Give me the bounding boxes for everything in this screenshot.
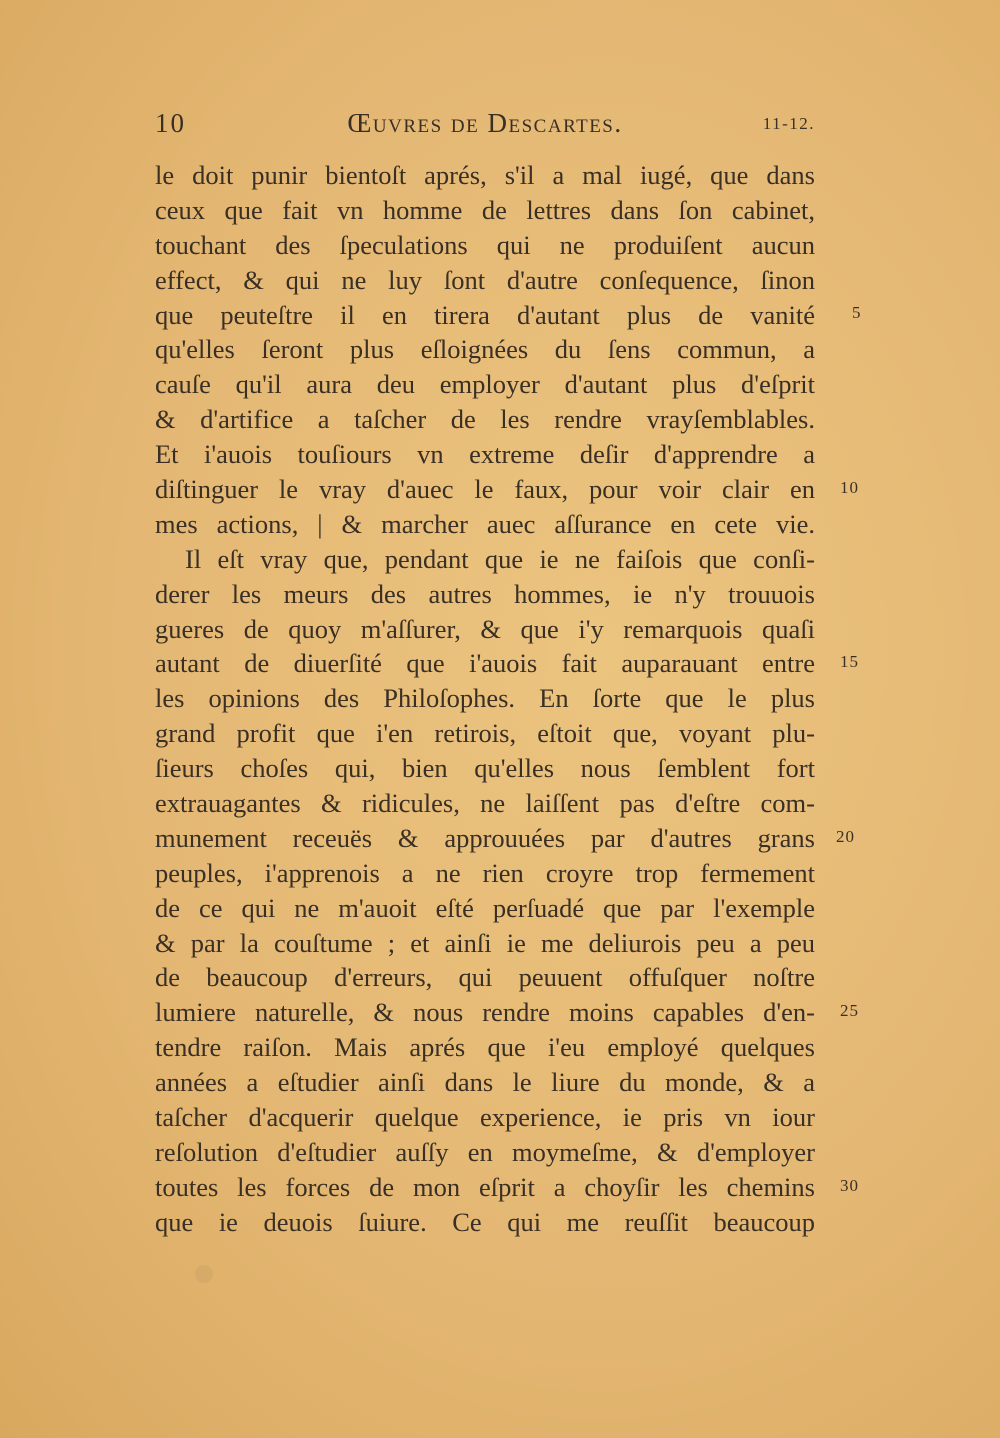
text-line: Et i'auois touſiours vn extreme deſir d'apprendre a	[155, 439, 815, 470]
text-line: cauſe qu'il aura deu employer d'autant plus d'eſprit	[155, 369, 815, 400]
text-line: peuples, i'apprenois a ne rien croyre trop fermement	[155, 857, 815, 888]
text-line: Il eſt vray que, pendant que ie ne faiſois que conſi-	[185, 543, 815, 574]
body-text	[155, 158, 815, 1240]
text-line: années a eſtudier ainſi dans le liure du monde, & a	[155, 1067, 815, 1098]
text-line: lumiere naturelle, & nous rendre moins capables d'en-	[155, 997, 815, 1028]
page-header	[155, 108, 815, 144]
text-line: & par la couſtume ; et ainſi ie me deliurois peu a peu	[155, 927, 815, 958]
text-line: grand profit que i'en retirois, eſtoit que, voyant plu-	[155, 718, 815, 749]
text-line: qu'elles ſeront plus eſloignées du ſens commun, a	[155, 334, 815, 365]
text-line: extrauagantes & ridicules, ne laiſſent pas d'eſtre com-	[155, 788, 815, 819]
text-line: que ie deuois ſuiure. Ce qui me reuſſit beaucoup	[155, 1206, 815, 1237]
text-line: diſtinguer le vray d'auec le faux, pour voir clair en	[155, 474, 815, 505]
text-line: touchant des ſpeculations qui ne produiſent aucun	[155, 229, 815, 260]
page-reference: 11-12.	[762, 114, 815, 133]
text-line: le doit punir bientoſt aprés, s'il a mal iugé, que dans	[155, 160, 815, 190]
text-line: toutes les forces de mon eſprit a choyſir les chemins	[155, 1171, 815, 1202]
text-line: mes actions, | & marcher auec aſſurance en cete vie.	[155, 508, 815, 539]
line-number-25: 25	[840, 1001, 859, 1020]
text-line: les opinions des Philoſophes. En ſorte que le plus	[155, 683, 815, 714]
page-number: 10	[155, 108, 186, 138]
text-line: taſcher d'acquerir quelque experience, ie pris vn iour	[155, 1102, 815, 1133]
text-line: ceux que fait vn homme de lettres dans ſon cabinet,	[155, 194, 815, 225]
line-number-10: 10	[840, 478, 859, 497]
text-line: effect, & qui ne luy ſont d'autre conſequence, ſinon	[155, 264, 815, 295]
text-line: de ce qui ne m'auoit eſté perſuadé que par l'exemple	[155, 892, 815, 923]
text-line: & d'artifice a taſcher de les rendre vrayſemblables.	[155, 404, 815, 435]
text-line: autant de diuerſité que i'auois fait auparauant entre	[155, 648, 815, 679]
line-number-30: 30	[840, 1176, 859, 1195]
text-line: reſolution d'eſtudier auſſy en moymeſme, & d'employer	[155, 1136, 815, 1167]
text-line: derer les meurs des autres hommes, ie n'y trouuois	[155, 578, 815, 609]
paper-stain	[195, 1265, 213, 1283]
text-line: de beaucoup d'erreurs, qui peuuent offuſquer noſtre	[155, 962, 815, 993]
line-number-5: 5	[852, 303, 862, 322]
text-line: ſieurs choſes qui, bien qu'elles nous ſemblent fort	[155, 753, 815, 784]
text-line: tendre raiſon. Mais aprés que i'eu employé quelques	[155, 1032, 815, 1063]
line-number-20: 20	[836, 827, 855, 846]
running-title: Œuvres de Descartes.	[347, 108, 623, 138]
text-line: gueres de quoy m'aſſurer, & que i'y remarquois quaſi	[155, 613, 815, 644]
text-line: que peuteſtre il en tirera d'autant plus de vanité	[155, 299, 815, 330]
line-number-15: 15	[840, 652, 859, 671]
text-line: munement receuës & approuuées par d'autres grans	[155, 822, 815, 853]
